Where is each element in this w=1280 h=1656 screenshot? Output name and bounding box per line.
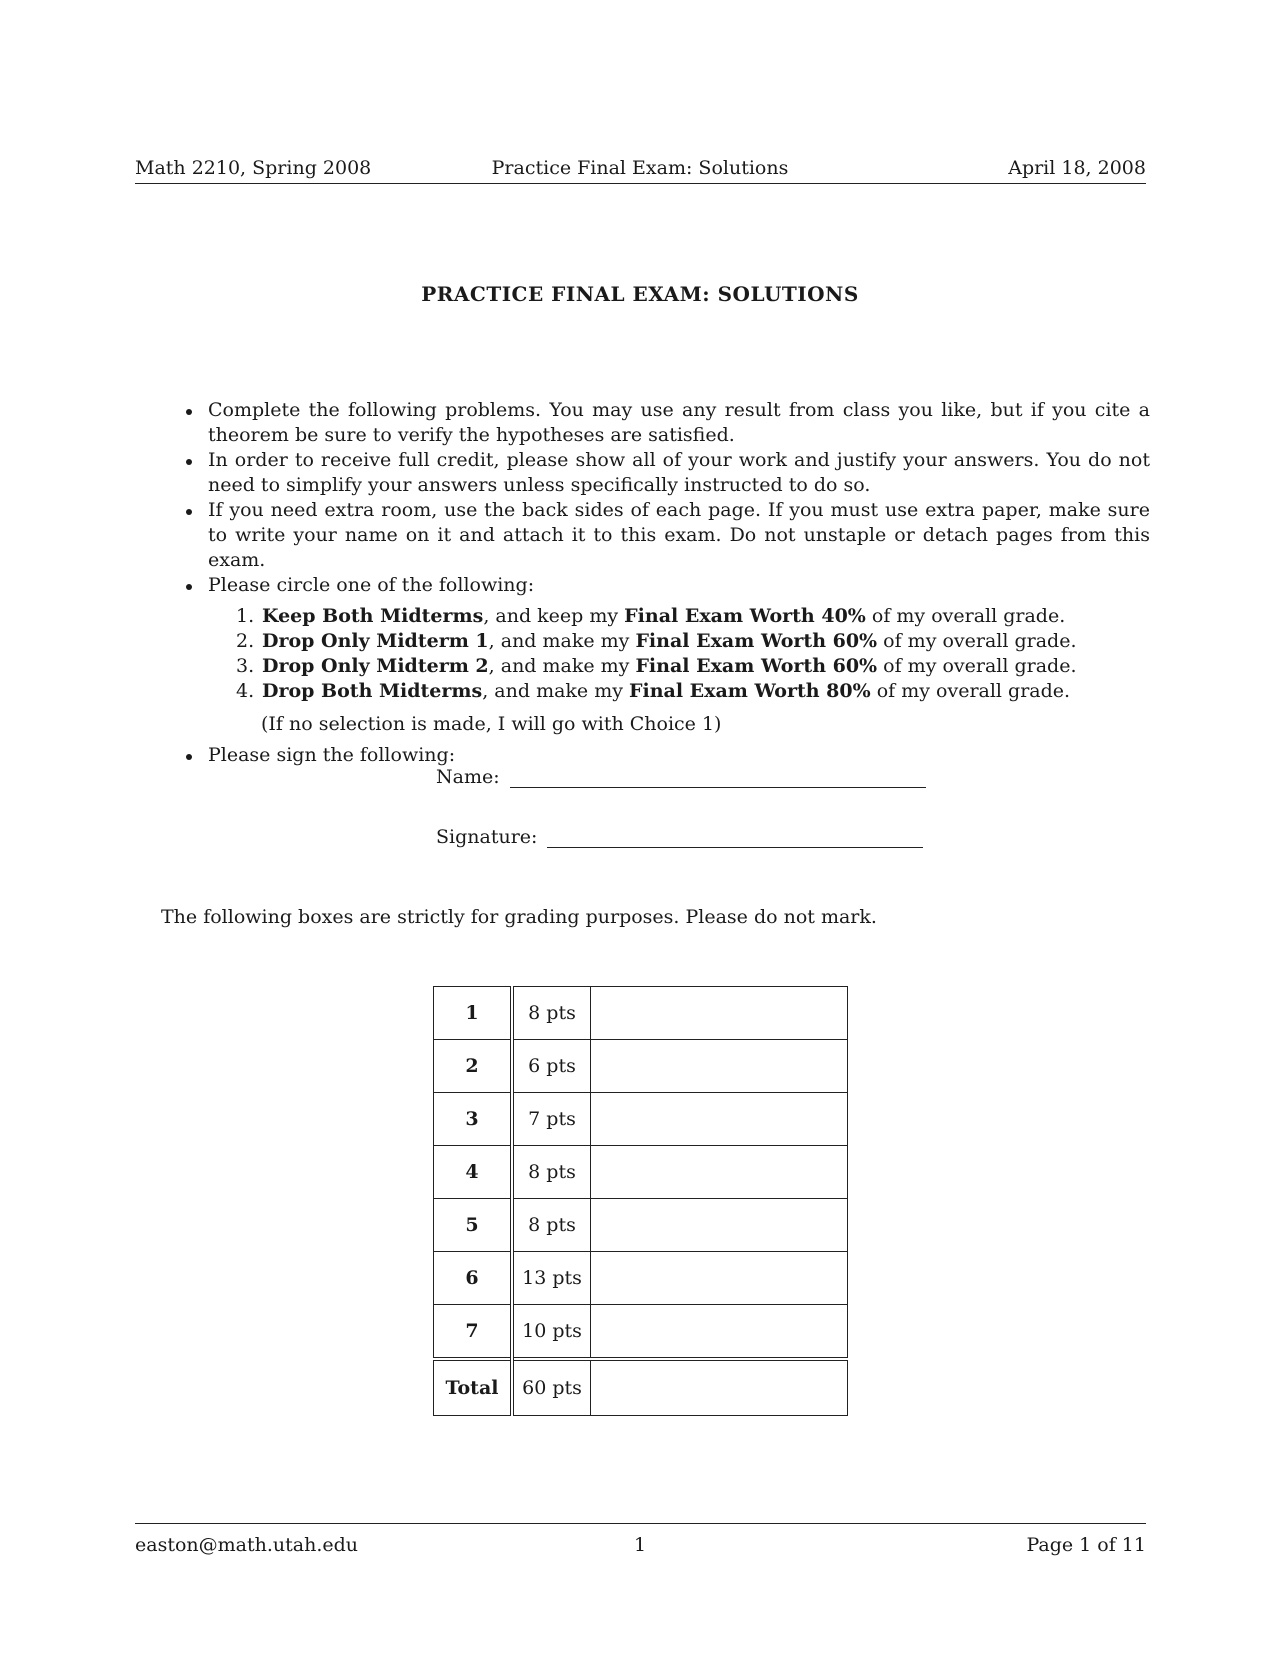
- list-item: [180, 448, 1150, 498]
- choice-text: , and make my: [482, 680, 629, 702]
- footer-email: easton@math.utah.edu: [135, 1534, 359, 1556]
- total-score-box[interactable]: [591, 1359, 848, 1416]
- question-points: 13 pts: [512, 1252, 591, 1305]
- choice-text: , and keep my: [483, 605, 625, 627]
- list-item: [180, 573, 1150, 737]
- footer-rule: [135, 1523, 1146, 1524]
- bullet-icon: [186, 409, 192, 415]
- choice-text: , and make my: [488, 630, 636, 652]
- question-number: 3: [434, 1093, 513, 1146]
- footer-page-count: Page 1 of 11: [1026, 1534, 1146, 1556]
- signature-label: Signature:: [436, 826, 538, 848]
- header-title: Practice Final Exam: Solutions: [491, 157, 789, 179]
- choice-item[interactable]: [236, 629, 1150, 654]
- choice-text: of my overall grade.: [870, 680, 1071, 702]
- choice-option: Keep Both Midterms: [262, 605, 484, 627]
- bullet-icon: [186, 509, 192, 515]
- choice-item[interactable]: [236, 679, 1150, 704]
- question-number: 4: [434, 1146, 513, 1199]
- choice-note: (If no selection is made, I will go with Choice 1): [261, 713, 722, 735]
- question-number: 6: [434, 1252, 513, 1305]
- table-row: [434, 1252, 848, 1305]
- question-points: 6 pts: [512, 1040, 591, 1093]
- header-rule: [135, 183, 1146, 184]
- choice-number: 3.: [236, 655, 255, 677]
- total-row: [434, 1359, 848, 1416]
- signature-field[interactable]: [547, 827, 923, 848]
- instruction-text: If you need extra room, use the back sides of each page. If you must use extra paper, make sure to write your name on it and attach it to this exam. Do not unstaple or detach pages from this exam.: [208, 499, 1150, 571]
- choice-weight: Final Exam Worth 40%: [624, 605, 866, 627]
- choice-number: 4.: [236, 680, 255, 702]
- total-label: Total: [434, 1359, 513, 1416]
- bullet-icon: [186, 459, 192, 465]
- list-item: [180, 498, 1150, 573]
- question-points: 8 pts: [512, 987, 591, 1040]
- score-box[interactable]: [591, 1040, 848, 1093]
- instruction-list: [180, 398, 1150, 768]
- instruction-text: Complete the following problems. You may use any result from class you like, but if you cite a theorem be sure to verify the hypotheses are satisfied.: [208, 399, 1150, 446]
- choice-number: 2.: [236, 630, 255, 652]
- table-row: [434, 1093, 848, 1146]
- question-number: 1: [434, 987, 513, 1040]
- grading-note: The following boxes are strictly for grading purposes. Please do not mark.: [161, 906, 877, 928]
- score-box[interactable]: [591, 1093, 848, 1146]
- choice-option: Drop Only Midterm 2: [262, 655, 489, 677]
- question-number: 2: [434, 1040, 513, 1093]
- choice-weight: Final Exam Worth 80%: [629, 680, 871, 702]
- table-row: [434, 1199, 848, 1252]
- list-item: [180, 398, 1150, 448]
- choice-weight: Final Exam Worth 60%: [635, 655, 878, 677]
- question-points: 8 pts: [512, 1146, 591, 1199]
- header-course: Math 2210, Spring 2008: [135, 157, 372, 179]
- choice-item[interactable]: [236, 654, 1150, 679]
- table-row: [434, 987, 848, 1040]
- instruction-text: Please sign the following:: [208, 744, 456, 766]
- footer-page-number: 1: [633, 1534, 647, 1556]
- choice-weight: Final Exam Worth 60%: [635, 630, 878, 652]
- question-points: 8 pts: [512, 1199, 591, 1252]
- choice-option: Drop Only Midterm 1: [262, 630, 489, 652]
- grading-table: [433, 986, 848, 1416]
- choice-text: of my overall grade.: [865, 605, 1066, 627]
- instruction-text: Please circle one of the following:: [208, 574, 535, 596]
- question-points: 7 pts: [512, 1093, 591, 1146]
- instruction-text: In order to receive full credit, please show all of your work and justify your answers. You do not need to simplify your answers unless specifically instructed to do so.: [208, 449, 1150, 496]
- score-box[interactable]: [591, 1199, 848, 1252]
- score-box[interactable]: [591, 1305, 848, 1360]
- table-row: [434, 1305, 848, 1360]
- choice-list: [236, 604, 1150, 704]
- score-box[interactable]: [591, 1252, 848, 1305]
- choice-text: of my overall grade.: [877, 630, 1077, 652]
- list-item: [180, 743, 1150, 768]
- bullet-icon: [186, 584, 192, 590]
- name-label: Name:: [436, 766, 500, 788]
- table-row: [434, 1040, 848, 1093]
- question-number: 5: [434, 1199, 513, 1252]
- score-box[interactable]: [591, 987, 848, 1040]
- signature-row: [436, 826, 923, 848]
- choice-option: Drop Both Midterms: [262, 680, 483, 702]
- name-field[interactable]: [510, 767, 926, 788]
- name-row: [436, 766, 926, 788]
- total-points: 60 pts: [512, 1359, 591, 1416]
- page-title: PRACTICE FINAL EXAM: SOLUTIONS: [421, 282, 859, 306]
- bullet-icon: [186, 754, 192, 760]
- question-points: 10 pts: [512, 1305, 591, 1360]
- choice-text: , and make my: [488, 655, 636, 677]
- choice-number: 1.: [236, 605, 255, 627]
- choice-text: of my overall grade.: [877, 655, 1077, 677]
- header-date: April 18, 2008: [1008, 157, 1146, 179]
- question-number: 7: [434, 1305, 513, 1360]
- score-box[interactable]: [591, 1146, 848, 1199]
- choice-item[interactable]: [236, 604, 1150, 629]
- table-row: [434, 1146, 848, 1199]
